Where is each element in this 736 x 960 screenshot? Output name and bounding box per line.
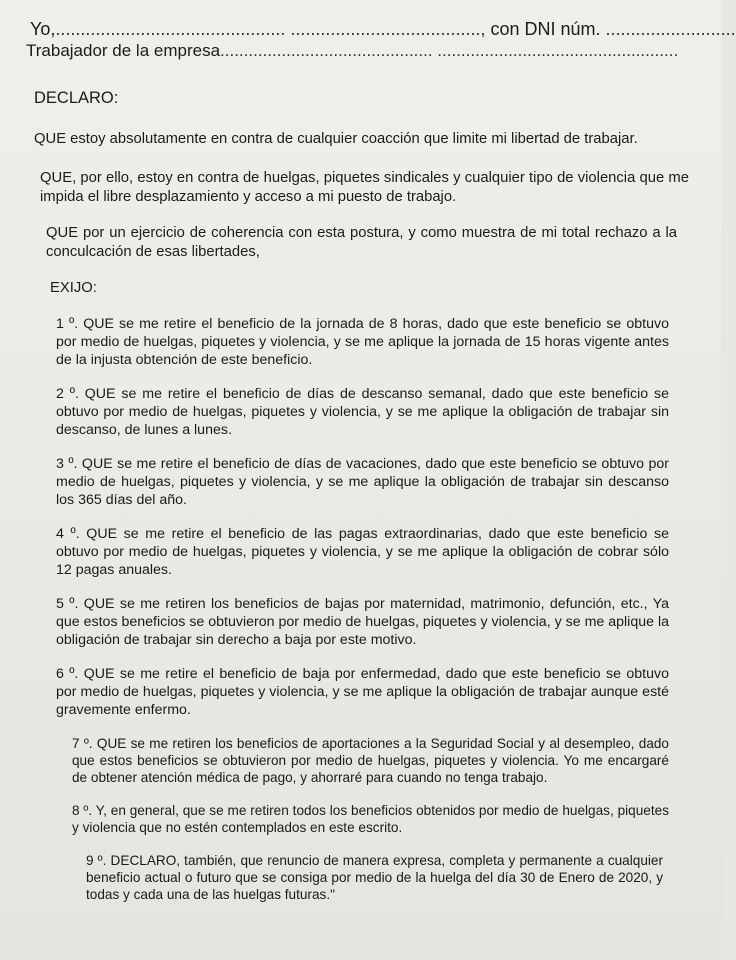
- declaro-heading: DECLARO:: [34, 89, 119, 107]
- demand-8: 8 º. Y, en general, que se me retiren todos los beneficios obtenidos por medio de huelgas, piquetes y violencia que no estén contemplados en este escrito.: [72, 803, 669, 835]
- demand-5: 5 º. QUE se me retiren los beneficios de bajas por maternidad, matrimonio, defunción, etc., Ya que estos beneficios se obtuvieron por medio de huelgas, piquetes y violencia, y se me aplique la obligación de trabajar sin derecho a baja por este motivo.: [56, 596, 669, 648]
- demand-7: 7 º. QUE se me retiren los beneficios de aportaciones a la Seguridad Social y al desempleo, dado que estos beneficios se obtuvieron por medio de huelgas, piquetes y violencia. Yo me encargaré de obtener atención médica de pago, y ahorraré para cuando no tenga trabajo.: [72, 736, 669, 785]
- yo-label: Yo,: [30, 19, 56, 39]
- demand-4: 4 º. QUE se me retire el beneficio de las pagas extraordinarias, dado que este beneficio se obtuvo por medio de huelgas, piquetes y violencia, y se me aplique la obligación de cobrar sólo 12 pagas anuales.: [56, 526, 669, 578]
- demands-list: [56, 315, 669, 903]
- header-yo-line: [30, 18, 736, 40]
- demand-3: 3 º. QUE se me retire el beneficio de días de vacaciones, dado que este beneficio se obtuvo por medio de huelgas, piquetes y violencia, y se me aplique la obligación de trabajar sin descanso los 365 días del año.: [56, 456, 669, 508]
- demand-2: 2 º. QUE se me retire el beneficio de días de descanso semanal, dado que este beneficio se obtuvo por medio de huelgas, piquetes y violencia, y se me aplique la obligación de trabajar sin descanso, de lunes a lunes.: [56, 386, 669, 438]
- dni-blank: ..........................: [605, 19, 736, 39]
- company-label: Trabajador de la empresa: [26, 41, 221, 60]
- declaration-1: QUE estoy absolutamente en contra de cualquier coacción que limite mi libertad de trabajar.: [34, 131, 638, 147]
- header-company-line: [26, 40, 697, 62]
- demand-9: 9 º. DECLARO, también, que renuncio de manera expresa, completa y permanente a cualquier beneficio actual o futuro que se consiga por medio de la huelga del día 30 de Enero de 2020, y todas y cada una de las huelgas futuras.": [86, 853, 663, 902]
- declaration-3: QUE por un ejercicio de coherencia con esta postura, y como muestra de mi total rechazo a la conculcación de esas libertades,: [46, 225, 677, 260]
- yo-name-blank: .............................................. ......................................,: [55, 19, 486, 39]
- declaration-2: QUE, por ello, estoy en contra de huelgas, piquetes sindicales y cualquier tipo de violencia que me impida el libre desplazamiento y acceso a mi puesto de trabajo.: [40, 170, 689, 205]
- exijo-heading: EXIJO:: [50, 280, 97, 296]
- dni-label: con DNI núm.: [490, 19, 601, 39]
- company-blank: ............................................. ...................................................: [220, 41, 679, 60]
- demand-1: 1 º. QUE se me retire el beneficio de la jornada de 8 horas, dado que este beneficio se obtuvo por medio de huelgas, piquetes y violencia, y se me aplique la jornada de 15 horas vigente antes de la injusta obtención de este beneficio.: [56, 316, 669, 368]
- demand-6: 6 º. QUE se me retire el beneficio de baja por enfermedad, dado que este beneficio se obtuvo por medio de huelgas, piquetes y violencia, y se me aplique la obligación de trabajar aunque esté gravemente enfermo.: [56, 666, 669, 718]
